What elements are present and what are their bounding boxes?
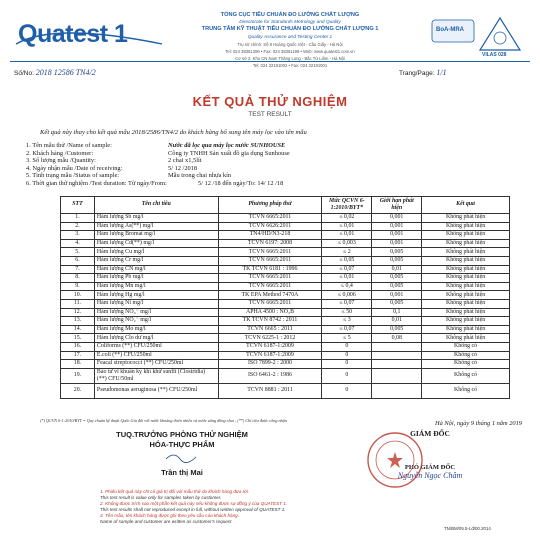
cell-stt: 12. [61,308,95,317]
lab-head-name: Trần thị Mai [161,468,203,477]
table-row [61,360,510,369]
cell-name: Pseudomonas aeruginosa (**) CFU/250ml [94,384,218,399]
cell-result: Không phát hiện [422,282,510,291]
table-row [61,248,510,257]
info-row: 6. Thời gian thử nghiệm /Test duration: Từ ngày/From: 5/ 12 /18 đến ngày/To: 14/ 12 /18 [26,179,284,187]
cell-detection: 0,001 [372,239,422,248]
cell-method: TCVN 6225-1 : 2012 [218,334,322,343]
table-row [61,274,510,283]
cell-name: E.coli (**) CFU/250ml [94,351,218,360]
note-vi: 1. Phiếu kết quả này chỉ có giá trị đối với mẫu thử do khách hàng đưa tới. [100,489,250,494]
cell-stt: 14. [61,325,95,334]
table-row [61,231,510,240]
cell-detection [372,360,422,369]
cell-name: Hàm lượng CN mg/l [94,265,218,274]
cell-result: Không phát hiện [422,299,510,308]
org-line2-en: Quality Assurance and Testing Center 1 [247,34,333,40]
cell-limit: ≤ 2 [322,248,372,257]
cell-method: TCVN 6665:2011 [218,214,322,223]
cell-method: TN4/HD/N3-218 [218,231,322,240]
cell-result: Không phát hiện [422,265,510,274]
cell-detection [372,342,422,351]
table-row [61,239,510,248]
cell-result: Không phát hiện [422,317,510,326]
table-row [61,256,510,265]
cell-stt: 19. [61,368,95,383]
header-divider [10,61,530,62]
cell-limit: ≤ 0,01 [322,222,372,231]
cell-limit: 0 [322,360,372,369]
cell-method: APHA 4500 : NO₃B [218,308,322,317]
info-row: 2. Khách hàng /Customer: Công ty TNHH Sản xuất đồ gia dụng Sunhouse [26,149,290,157]
replacement-note: Kết quả này thay cho kết quả mẫu 2018/2586/TN4/2 do khách hàng bổ sung tên máy lọc vào tên mẫu [40,129,307,136]
signature-left [82,430,282,477]
table-row [61,351,510,360]
col-limit: Mức QCVN 6-1:2010/BYT* [322,197,372,214]
cell-stt: 8. [61,274,95,283]
cell-method: TCVN 6187-1:2009 [218,351,322,360]
cell-limit: ≤ 0,07 [322,325,372,334]
cell-method: TK TCVN 6181 : 1996 [218,265,322,274]
cell-method: TCVN 8881 : 2011 [218,384,322,399]
cell-name: Hàm lượng Pb mg/l [94,274,218,283]
cell-limit: ≤ 0,01 [322,274,372,283]
cell-result: Không phát hiện [422,291,510,300]
col-name: Tên chỉ tiêu [94,197,218,214]
cell-result: Không phát hiện [422,256,510,265]
cell-method: TCVN 6665 : 2011 [218,325,322,334]
org-line2: TRUNG TÂM KỸ THUẬT TIÊU CHUẨN ĐO LƯỜNG CHẤT LƯỢNG 1 [201,26,379,33]
cell-limit: ≤ 0,4 [322,282,372,291]
cell-limit: ≤ 0,02 [322,214,372,223]
cell-result: Không phát hiện [422,248,510,257]
deputy-director-title: PHÓ GIÁM ĐỐC [404,464,456,471]
director-title: GIÁM ĐỐC [410,429,450,438]
cell-detection [372,384,422,399]
col-method: Phương pháp thử [218,197,322,214]
cell-name: Bào tử vi khuẩn kỵ khí khử sunfit (Clostridia) (**) CFU/50ml [94,368,218,383]
boa-badge: BoA-MRA [436,27,464,33]
cell-name: Coliforms (**) CFU/250ml [94,342,218,351]
cell-result: Không phát hiện [422,231,510,240]
sign-date: Hà Nội, ngày 9 tháng 1 năm 2019 [435,420,522,427]
table-row [61,308,510,317]
info-row: 1. Tên mẫu thử /Name of sample: Nước đã lọc qua máy lọc nước SUNHOUSE [26,142,286,149]
director-name: Nguyễn Ngọc Châm [397,471,463,480]
cell-name: Hàm lượng Cu mg/l [94,248,218,257]
cell-result: Không có [422,368,510,383]
cell-result: Không phát hiện [422,239,510,248]
cell-limit: ≤ 50 [322,308,372,317]
cell-stt: 6. [61,256,95,265]
cell-limit: ≤ 0,006 [322,291,372,300]
cell-method: ISO 6461-2 : 1986 [218,368,322,383]
cell-result: Không phát hiện [422,214,510,223]
cell-method: TCVN 6665:2011 [218,299,322,308]
cell-name: Hàm lượng Cr mg/l [94,256,218,265]
info-row: 3. Số lượng mẫu /Quantity: 2 chai x1,5lít [26,157,202,165]
cell-detection: 0,005 [372,256,422,265]
cell-detection: 0,001 [372,214,422,223]
note-vi: 2. Không được trích sao một phần kết quả này nếu không được sự đồng ý của QUATEST 1. [100,501,288,506]
cell-result: Không có [422,351,510,360]
vilas-badge: VILAS 028 [482,52,507,58]
note-en: This test result is value only for samples taken by customer. [100,495,222,500]
cell-detection: 0,01 [372,265,422,274]
cell-detection: 0,005 [372,274,422,283]
cell-limit: 0 [322,342,372,351]
title-en: TEST RESULT [248,111,292,118]
cell-result: Không phát hiện [422,308,510,317]
info-row: 4. Ngày nhận mẫu /Date of receiving: 5/ 12 /2018 [26,164,198,172]
cell-limit: ≤ 3 [322,317,372,326]
lab-head-dept: HÓA-THỰC PHẨM [149,440,215,449]
cell-stt: 10. [61,291,95,300]
results-body [61,214,510,399]
cell-stt: 1. [61,214,95,223]
cell-detection: 0,001 [372,291,422,300]
cell-stt: 15. [61,334,95,343]
cell-name: Hàm lượng NO₃⁻ mg/l [94,308,218,317]
table-row [61,299,510,308]
cell-stt: 16. [61,342,95,351]
col-stt: STT [61,197,95,214]
document-title [0,94,540,118]
table-row [61,342,510,351]
cell-detection [372,351,422,360]
report-no-label: Số/No: [14,70,34,77]
official-stamp [365,430,425,490]
form-code: TN/BM/05.5-Lđ/00.2014 [444,526,491,531]
table-header-row [61,197,510,214]
cell-method: TK EPA Method 7470A [218,291,322,300]
note-vi: 3. Tên mẫu, tên khách hàng được ghi theo yêu cầu của khách hàng. [100,513,239,518]
cell-method: TCVN 6665:2011 [218,248,322,257]
cell-limit: 0 [322,384,372,399]
title-vi: KẾT QUẢ THỬ NGHIỆM [192,94,348,109]
report-no-value: 2018 12586 TN4/2 [35,68,96,77]
col-detection: Giới hạn phát hiện [372,197,422,214]
cell-limit: ≤ 0,05 [322,256,372,265]
cell-result: Không phát hiện [422,325,510,334]
table-row [61,384,510,399]
address-main: Trụ sở chính: Số 8 Hoàng Quốc Việt - Cầu Giấy - Hà Nội [237,41,343,47]
footnote: (*) QCVN 6-1:2010/BYT = Quy chuẩn kỹ thuật Quốc Gia đối với nước khoáng thiên nhiên và nước uống đóng chai ; (**) Chỉ tiêu được công nhận [40,418,287,423]
cell-result: Không có [422,360,510,369]
notes-box [100,489,444,525]
cell-name: Hàm lượng Ni mg/l [94,299,218,308]
page-value: 1/1 [436,68,447,77]
page-label: Trang/Page: [399,70,435,77]
cell-detection: 0,005 [372,299,422,308]
cell-stt: 4. [61,239,95,248]
cell-stt: 17. [61,351,95,360]
table-row [61,214,510,223]
cell-stt: 18. [61,360,95,369]
cell-name: Hàm lượng Mo mg/l [94,325,218,334]
cell-method: TCVN 6665:2011 [218,256,322,265]
table-row [61,282,510,291]
contact-branch: Tel: 024 32191002 • Fax: 024 32191001 [252,63,328,69]
cell-stt: 2. [61,222,95,231]
cell-method: TCVN 6626:2011 [218,222,322,231]
contact-main: Tel: 024 38361399 • Fax: 024 38361199 • Web: www.quatest1.com.vn [225,49,355,55]
cell-result: Không phát hiện [422,222,510,231]
cell-limit: ≤ 0,07 [322,299,372,308]
cell-stt: 20. [61,384,95,399]
table-row [61,291,510,300]
org-line1: TỔNG CỤC TIÊU CHUẨN ĐO LƯỜNG CHẤT LƯỢNG [220,12,360,18]
table-row [61,325,510,334]
cell-limit: ≤ 0,003 [322,239,372,248]
cell-name: Hàm lượng Bromat mg/l [94,231,218,240]
cell-limit: 0 [322,368,372,383]
cell-name: Hàm lượng NO₂⁻ mg/l [94,317,218,326]
table-row [61,368,510,383]
cell-result: Không có [422,384,510,399]
results-table [60,196,510,399]
cell-limit: ≤ 0,07 [322,265,372,274]
quatest-logo [14,14,164,54]
cell-stt: 3. [61,231,95,240]
sample-info [26,142,506,188]
cell-detection: 0,005 [372,248,422,257]
cell-detection: 0,1 [372,308,422,317]
cell-detection: 0,08 [372,334,422,343]
cell-limit: ≤ 5 [322,334,372,343]
cell-name: Hàm lượng Hg mg/l [94,291,218,300]
signature-mark [162,451,202,463]
cell-detection: 0,001 [372,222,422,231]
cell-method: TCVN 6197: 2008 [218,239,322,248]
signature-right [330,420,530,480]
cell-limit: ≤ 0,01 [322,231,372,240]
cell-name: Feacal streptococci (**) CFU/250ml [94,360,218,369]
cell-method: TCVN 6665:2011 [218,282,322,291]
cell-name: Hàm lượng As(**) mg/l [94,222,218,231]
cell-method: ISO 7899-2 : 2000 [218,360,322,369]
cell-detection: 0,005 [372,282,422,291]
cell-detection: 0,01 [372,317,422,326]
cell-detection: 0,005 [372,325,422,334]
note-en: This test results shall not reproduced except in full, without written approval of QUATEST 1. [100,507,286,512]
cell-stt: 5. [61,248,95,257]
cell-detection: 0,001 [372,231,422,240]
cell-method: TK TCVN 8742 : 2011 [218,317,322,326]
cell-name: Hàm lượng Mn mg/l [94,282,218,291]
table-row [61,334,510,343]
cell-result: Không phát hiện [422,334,510,343]
info-row: 5. Tình trạng mẫu /Status of sample: Mẫu trong chai nhựa kín [26,172,232,180]
table-row [61,222,510,231]
cell-stt: 9. [61,282,95,291]
cell-stt: 11. [61,299,95,308]
cell-name: Hàm lượng Cd(**) mg/l [94,239,218,248]
address-branch: Cơ sở 2: Khu CN Nam Thăng Long - Bắc Từ Liêm - Hà Nội [235,56,345,62]
table-row [61,265,510,274]
cell-result: Không có [422,342,510,351]
cell-method: TCVN 6665:2011 [218,274,322,283]
cell-stt: 7. [61,265,95,274]
lab-head-title: TUQ.TRƯỞNG PHÒNG THỬ NGHIỆM [116,430,248,439]
accreditation-badges [430,14,526,60]
cell-name: Hàm lượng Sb mg/l [94,214,218,223]
logo-text: Quatest 1 [18,20,128,48]
cell-result: Không phát hiện [422,274,510,283]
cell-name: Hàm lượng Clo dư mg/l [94,334,218,343]
table-row [61,317,510,326]
cell-stt: 13. [61,317,95,326]
note-en: Name of sample and customer are written as customer's request [100,519,232,524]
cell-limit: 0 [322,351,372,360]
cell-detection [372,368,422,383]
org-line1-en: Directorate for Standards Metrology and Quality [239,20,341,26]
col-result: Kết quả [422,197,510,214]
reference-row [14,68,526,77]
cell-method: TCVN 6187-1:2009 [218,342,322,351]
